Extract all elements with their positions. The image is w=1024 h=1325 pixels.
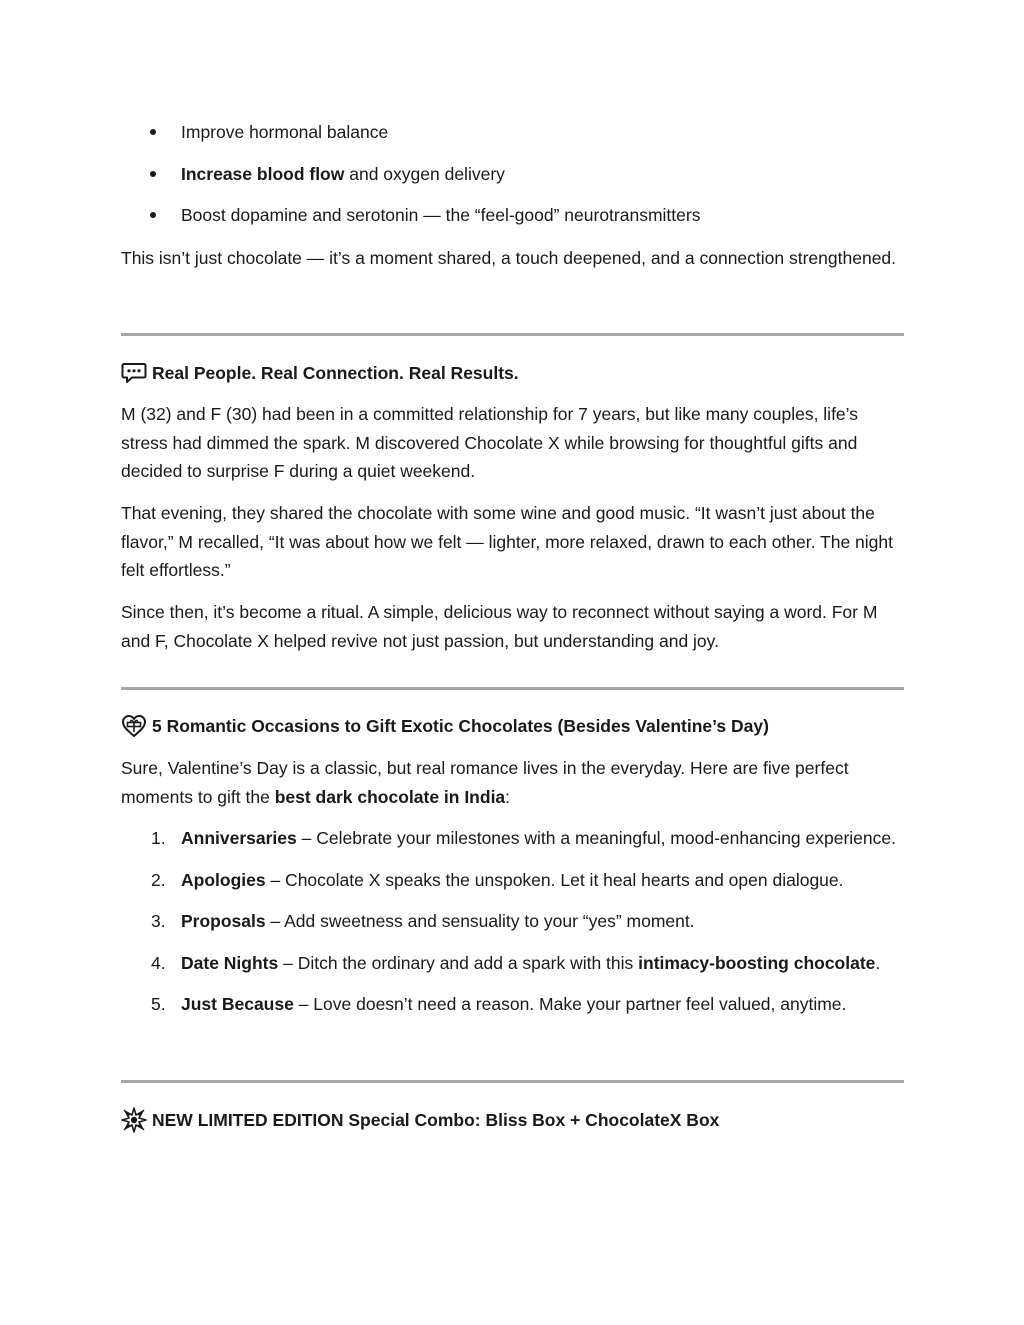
- section-heading-text: 5 Romantic Occasions to Gift Exotic Chocolates (Besides Valentine’s Day): [152, 716, 769, 736]
- occasions-intro: [121, 754, 906, 811]
- list-item: [121, 824, 906, 853]
- list-number: 4.: [151, 952, 166, 973]
- occasion-punctuation: .: [875, 952, 881, 973]
- occasion-text: – Ditch the ordinary and add a spark with this: [278, 952, 639, 973]
- intro-punctuation: :: [505, 786, 511, 807]
- list-item: [121, 907, 906, 936]
- story-paragraph: M (32) and F (30) had been in a committed relationship for 7 years, but like many couples, life’s stress had dimmed the spark. M discovered Chocolate X while browsing for thoughtful gifts and decided to surprise F during a quiet weekend.: [121, 404, 858, 481]
- heart-gift-icon: [121, 713, 147, 739]
- occasion-title: Proposals: [181, 911, 266, 931]
- benefits-list: [121, 118, 906, 243]
- bullet-bold-text: Increase blood flow: [181, 163, 345, 184]
- bullet-icon: [150, 171, 156, 177]
- sparkle-burst-icon: [121, 1107, 147, 1133]
- section-divider: [121, 1080, 904, 1083]
- occasion-text: – Love doesn’t need a reason. Make your partner feel valued, anytime.: [293, 994, 847, 1014]
- intro-bold-text: best dark chocolate in India: [274, 786, 506, 807]
- list-item: [121, 949, 906, 978]
- occasion-title: Anniversaries: [181, 828, 297, 848]
- occasion-text: – Add sweetness and sensuality to your “yes” moment.: [265, 911, 695, 931]
- section-divider: [121, 687, 904, 690]
- occasion-title: Apologies: [181, 869, 266, 890]
- occasion-text: – Chocolate X speaks the unspoken. Let it heal hearts and open dialogue.: [265, 869, 844, 890]
- list-number: 3.: [151, 911, 166, 931]
- intro-paragraph: This isn’t just chocolate — it’s a moment shared, a touch deepened, and a connection strengthened.: [121, 248, 897, 268]
- list-item: [121, 160, 906, 189]
- list-number: 5.: [151, 994, 166, 1014]
- list-number: 2.: [151, 869, 166, 890]
- occasion-text: – Celebrate your milestones with a meaningful, mood-enhancing experience.: [296, 828, 896, 848]
- list-item: [121, 201, 906, 230]
- story-paragraph: Since then, it’s become a ritual. A simple, delicious way to reconnect without saying a word. For M and F, Chocolate X helped revive not just passion, but understanding and joy.: [121, 602, 878, 651]
- list-item: [121, 990, 906, 1019]
- occasion-title: Just Because: [181, 994, 294, 1014]
- occasion-highlight: intimacy-boosting chocolate: [638, 952, 876, 973]
- list-item: [121, 866, 906, 895]
- section-heading: [121, 712, 906, 740]
- bullet-text: Boost dopamine and serotonin — the “feel-good” neurotransmitters: [181, 205, 701, 225]
- bullet-icon: [150, 212, 156, 218]
- section-divider: [121, 333, 904, 336]
- occasion-title: Date Nights: [181, 952, 279, 973]
- section-heading: [121, 359, 906, 387]
- intro-text: Sure, Valentine’s Day is a classic, but real romance lives in the everyday. Here are five perfect moments to gift the: [121, 758, 849, 807]
- section-heading-text: NEW LIMITED EDITION Special Combo: Bliss Box + ChocolateX Box: [152, 1110, 720, 1130]
- section-heading: [121, 1106, 906, 1134]
- occasions-list: [121, 824, 906, 1032]
- story-paragraph: That evening, they shared the chocolate with some wine and good music. “It wasn’t just about the flavor,” M recalled, “It was about how we felt — lighter, more relaxed, drawn to each other. The night felt effortless.”: [121, 503, 894, 580]
- list-number: 1.: [151, 828, 166, 848]
- section-heading-text: Real People. Real Connection. Real Results.: [152, 363, 519, 383]
- speech-bubble-icon: [121, 360, 147, 386]
- list-item: [121, 118, 906, 147]
- bullet-icon: [150, 129, 156, 135]
- bullet-text: and oxygen delivery: [344, 163, 505, 184]
- bullet-text: Improve hormonal balance: [181, 122, 389, 142]
